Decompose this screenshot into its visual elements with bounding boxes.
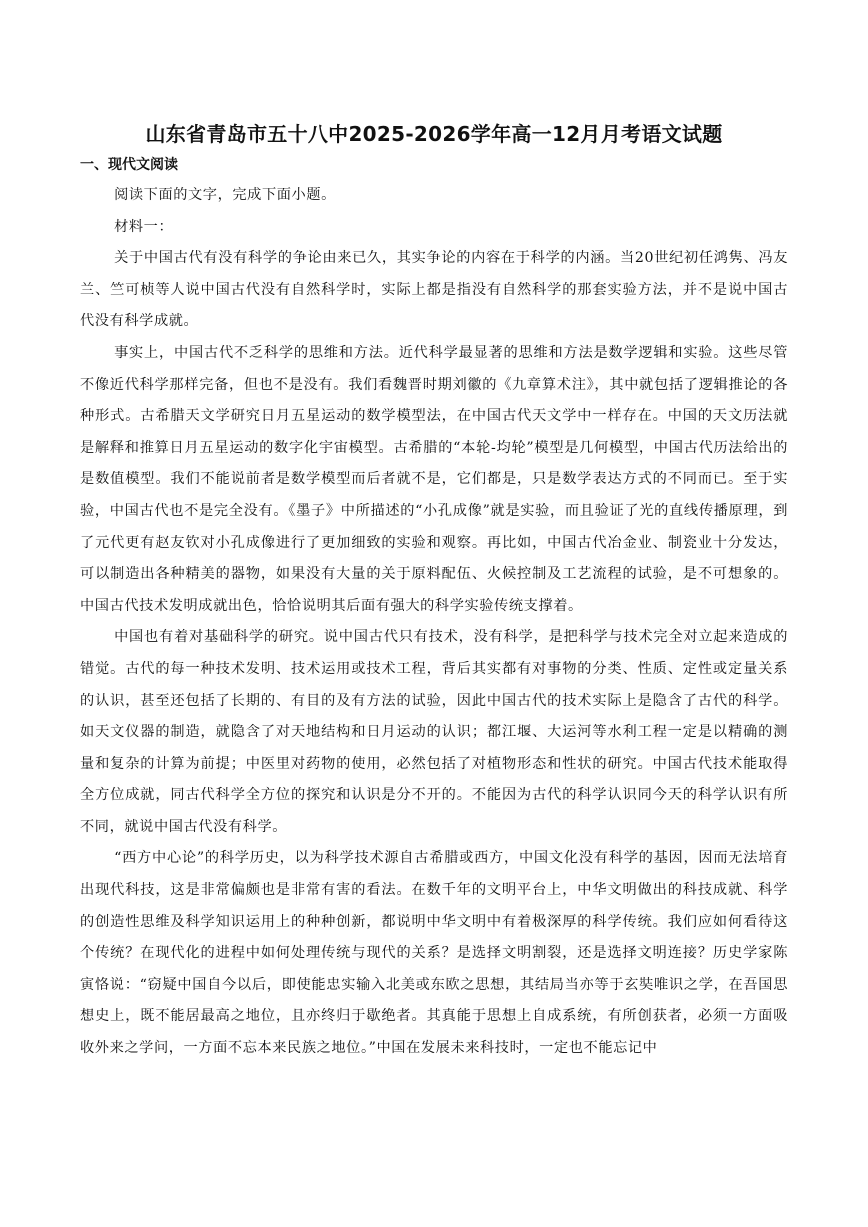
page-title: 山东省青岛市五十八中2025-2026学年高一12月月考语文试题 [145, 122, 723, 146]
paragraph: 关于中国古代有没有科学的争论由来已久，其实争论的内容在于科学的内涵。当20世纪初任鸿隽、冯友兰、竺可桢等人说中国古代没有自然科学时，实际上都是指没有自然科学的那套实验方法，并不是说中国古代没有科学成就。 [80, 250, 788, 330]
section-heading: 一、现代文阅读 [80, 157, 178, 173]
paragraph: 中国也有着对基础科学的研究。说中国古代只有技术，没有科学，是把科学与技术完全对立起来造成的错觉。古代的每一种技术发明、技术运用或技术工程，背后其实都有对事物的分类、性质、定性或定量关系的认识，甚至还包括了长期的、有目的及有方法的试验，因此中国古代的技术实际上是隐含了古代的科学。如天文仪器的制造，就隐含了对天地结构和日月运动的认识；都江堰、大运河等水利工程一定是以精确的测量和复杂的计算为前提；中医里对药物的使用，必然包括了对植物形态和性状的研究。中国古代技术能取得全方位成就，同古代科学全方位的探究和认识是分不开的。不能因为古代的科学认识同今天的科学认识有所不同，就说中国古代没有科学。 [80, 629, 788, 835]
paragraph: 阅读下面的文字，完成下面小题。 [114, 187, 336, 203]
paragraph: 事实上，中国古代不乏科学的思维和方法。近代科学最显著的思维和方法是数学逻辑和实验。这些尽管不像近代科学那样完备，但也不是没有。我们看魏晋时期刘徽的《九章算术注》，其中就包括了逻辑推论的各种形式。古希腊天文学研究日月五星运动的数学模型法，在中国古代天文学中一样存在。中国的天文历法就是解释和推算日月五星运动的数字化宇宙模型。古希腊的“本轮-均轮”模型是几何模型，中国古代历法给出的是数值模型。我们不能说前者是数学模型而后者就不是，它们都是，只是数学表达方式的不同而已。至于实验，中国古代也不是完全没有。《墨子》中所描述的“小孔成像”就是实验，而且验证了光的直线传播原理，到了元代更有赵友钦对小孔成像进行了更加细致的实验和观察。再比如，中国古代冶金业、制瓷业十分发达，可以制造出各种精美的器物，如果没有大量的关于原料配伍、火候控制及工艺流程的试验，是不可想象的。中国古代技术发明成就出色，恰恰说明其后面有强大的科学实验传统支撑着。 [80, 344, 788, 614]
paragraph: 材料一： [114, 218, 174, 235]
paragraph: “西方中心论”的科学历史，以为科学技术源自古希腊或西方，中国文化没有科学的基因，因而无法培育出现代科技，这是非常偏颇也是非常有害的看法。在数千年的文明平台上，中华文明做出的科技成就、科学的创造性思维及科学知识运用上的种种创新，都说明中华文明中有着极深厚的科学传统。我们应如何看待这个传统？在现代化的进程中如何处理传统与现代的关系？是选择文明割裂，还是选择文明连接？历史学家陈寅恪说：“窃疑中国自今以后，即使能忠实输入北美或东欧之思想，其结局当亦等于玄奘唯识之学，在吾国思想史上，既不能居最高之地位，且亦终归于歇绝者。其真能于思想上自成系统，有所创获者，必须一方面吸收外来之学问，一方面不忘本来民族之地位。”中国在发展未来科技时，一定也不能忘记中 [80, 850, 788, 1057]
document-body [80, 180, 788, 1065]
